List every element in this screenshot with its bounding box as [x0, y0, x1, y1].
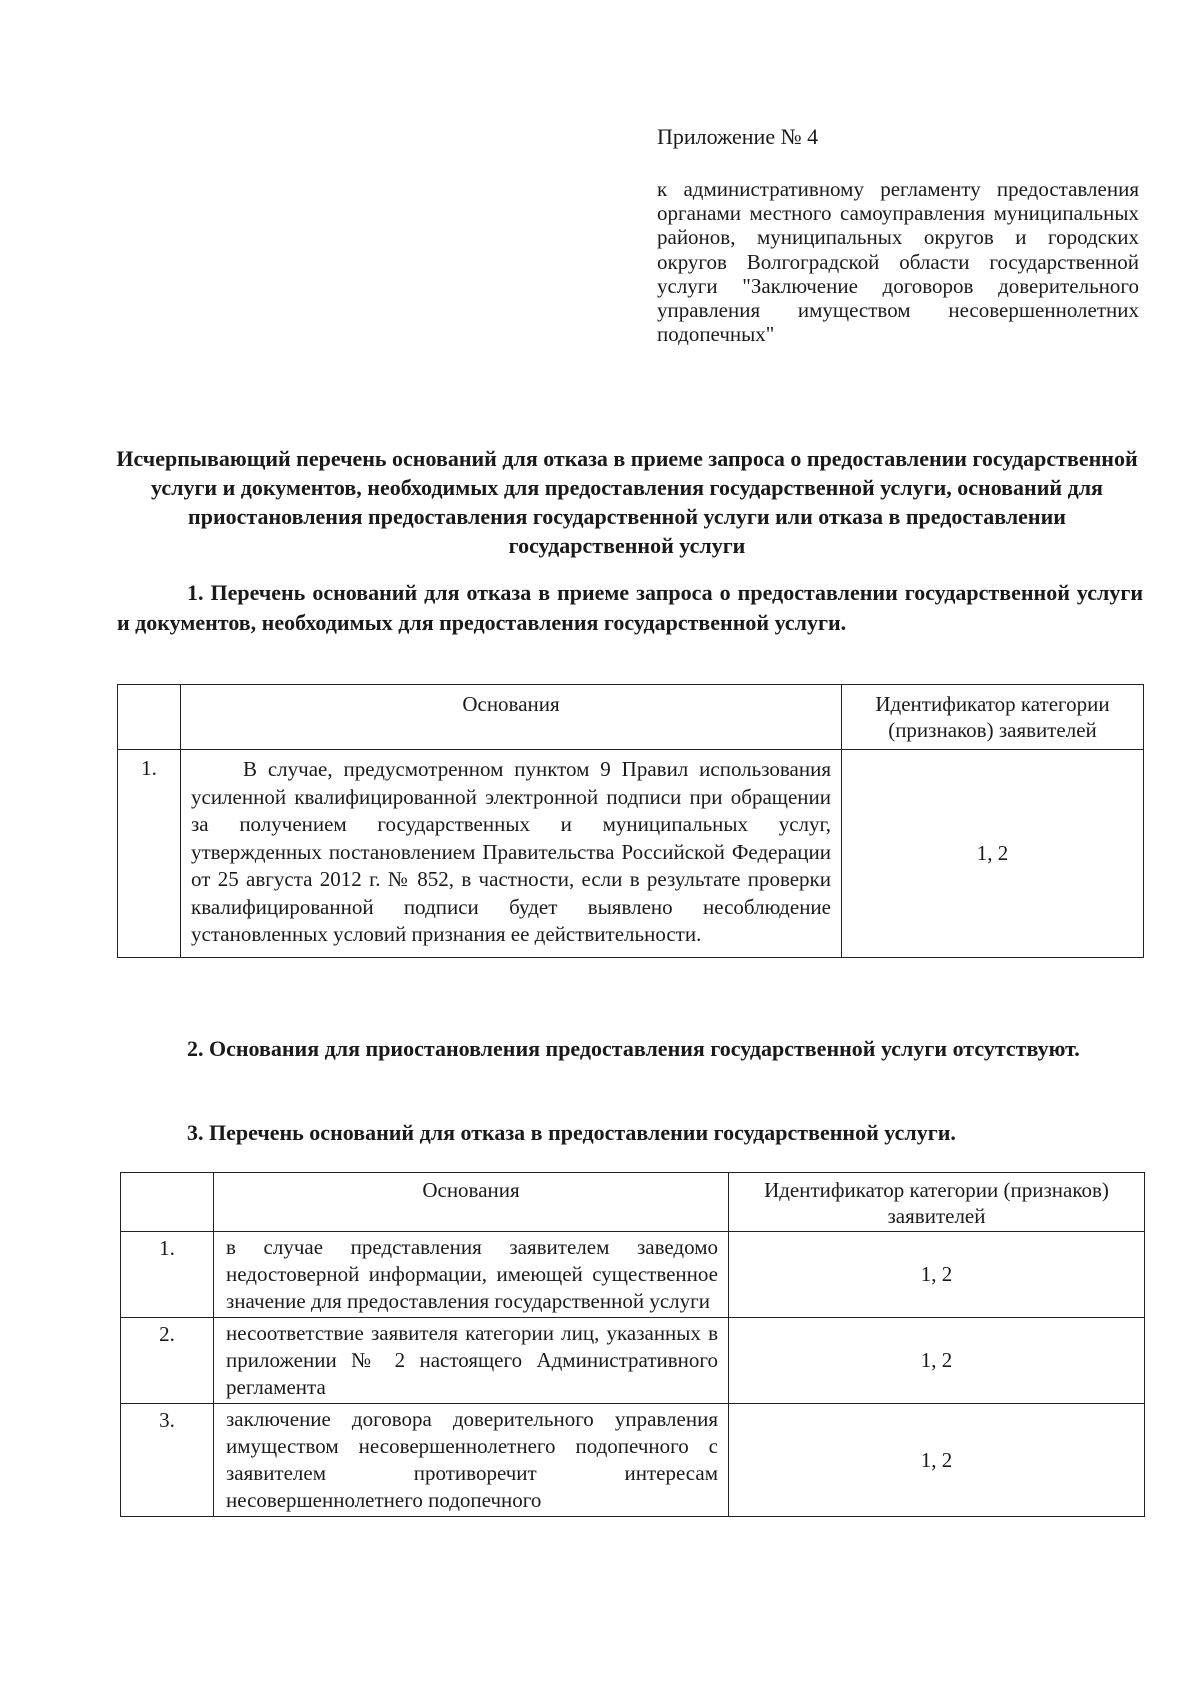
row-grounds [181, 750, 842, 958]
appendix-title: Приложение № 4 [657, 124, 819, 149]
header-identifier: Идентификатор категории (признаков) заявителей [729, 1173, 1145, 1232]
header-number [118, 685, 181, 750]
row-number: 1. [121, 1232, 214, 1318]
row-grounds-text: В случае, предусмотренном пунктом 9 Правил использования усиленной квалифицированной электронной подписи при обращении за получением государственных и муниципальных услуг, утвержденных постановлением Правительства Российской Федерации от 25 августа 2012 г. № 852, в частности, если в результате проверки квалифицированной подписи будет выявлено несоблюдение установленных условий признания ее действительности. [191, 757, 831, 946]
appendix-reference: к административному регламенту предоставления органами местного самоуправления муниципальных районов, муниципальных округов и городских округов Волгоградской области государственной услуги "Заключение договоров доверительного управления имуществом несовершеннолетних подопечных" [657, 177, 1139, 347]
table-row [121, 1404, 1145, 1517]
refusal-acceptance-table [117, 684, 1144, 958]
row-identifier: 1, 2 [729, 1404, 1145, 1517]
table-row [118, 750, 1144, 958]
table-header-row [121, 1173, 1145, 1232]
table-row [121, 1318, 1145, 1404]
row-number: 2. [121, 1318, 214, 1404]
header-identifier: Идентификатор категории (признаков) заявителей [842, 685, 1144, 750]
section-3-heading: 3. Перечень оснований для отказа в предоставлении государственной услуги. [187, 1120, 956, 1145]
document-title: Исчерпывающий перечень оснований для отказа в приеме запроса о предоставлении государственной услуги и документов, необходимых для предоставления государственной услуги, оснований для приостановления предоставления государственной услуги или отказа в предоставлении государственной услуги [116, 446, 1138, 558]
header-grounds: Основания [181, 685, 842, 750]
header-number [121, 1173, 214, 1232]
row-identifier: 1, 2 [729, 1318, 1145, 1404]
table-row [121, 1232, 1145, 1318]
table-header-row [118, 685, 1144, 750]
section-2-heading: 2. Основания для приостановления предоставления государственной услуги отсутствуют. [187, 1036, 1080, 1061]
header-grounds: Основания [214, 1173, 729, 1232]
section-1-heading: 1. Перечень оснований для отказа в приеме запроса о предоставлении государственной услуги и документов, необходимых для предоставления государственной услуги. [117, 580, 1143, 635]
row-identifier: 1, 2 [842, 750, 1144, 958]
row-grounds: несоответствие заявителя категории лиц, указанных в приложении № 2 настоящего Административного регламента [214, 1318, 729, 1404]
row-identifier: 1, 2 [729, 1232, 1145, 1318]
row-number: 1. [118, 750, 181, 958]
row-grounds: заключение договора доверительного управления имуществом несовершеннолетнего подопечного с заявителем противоречит интересам несовершеннолетнего подопечного [214, 1404, 729, 1517]
row-grounds: в случае представления заявителем заведомо недостоверной информации, имеющей существенное значение для предоставления государственной услуги [214, 1232, 729, 1318]
row-number: 3. [121, 1404, 214, 1517]
refusal-service-table [120, 1172, 1145, 1517]
